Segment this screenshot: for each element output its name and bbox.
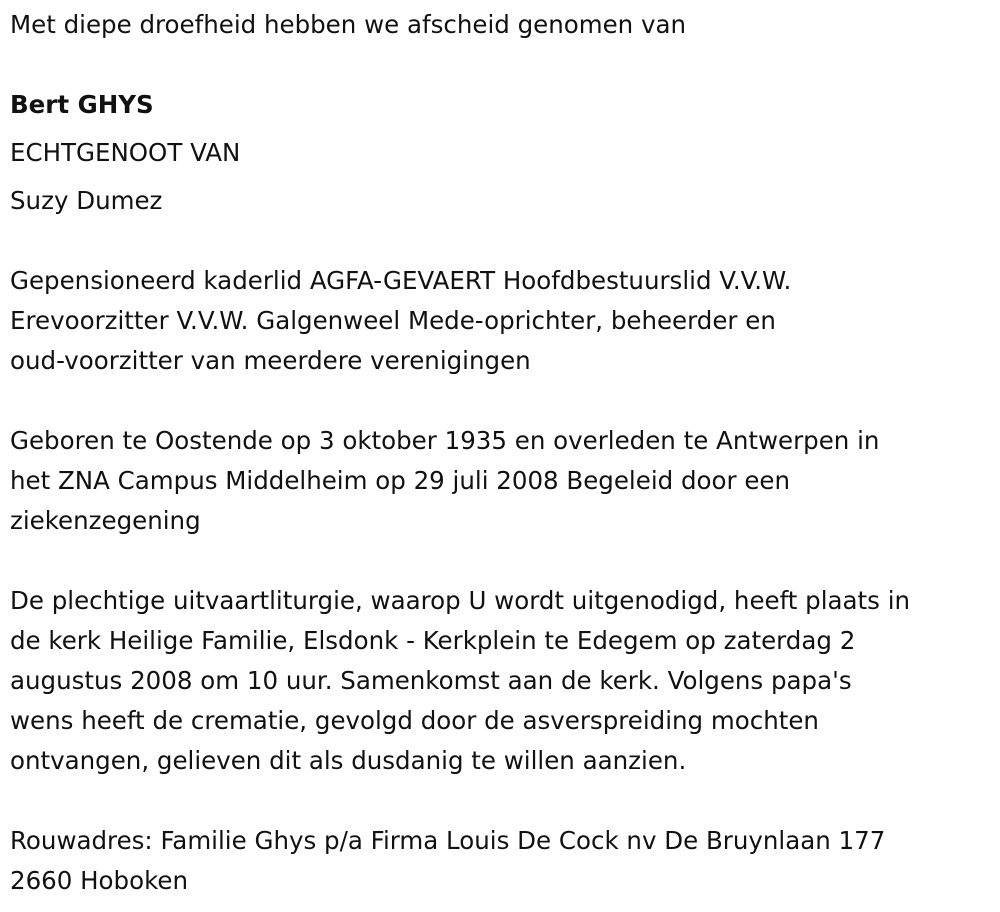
spacer — [10, 221, 985, 261]
funeral-paragraph — [10, 581, 985, 781]
funeral-line: augustus 2008 om 10 uur. Samenkomst aan de kerk. Volgens papa's — [10, 666, 852, 695]
funeral-line: de kerk Heilige Familie, Elsdonk - Kerkplein te Edegem op zaterdag 2 — [10, 626, 856, 655]
spacer — [10, 781, 985, 821]
funeral-line: wens heeft de crematie, gevolgd door de asverspreiding mochten — [10, 706, 819, 735]
funeral-line: De plechtige uitvaartliturgie, waarop U wordt uitgenodigd, heeft plaats in — [10, 586, 911, 615]
funeral-line: ontvangen, gelieven dit als dusdanig te willen aanzien. — [10, 746, 687, 775]
address-line: Rouwadres: Familie Ghys p/a Firma Louis De Cock nv De Bruynlaan 177 — [10, 826, 886, 855]
intro-text: Met diepe droefheid hebben we afscheid genomen van — [10, 10, 687, 39]
birth-death-line: het ZNA Campus Middelheim op 29 juli 2008 Begeleid door een — [10, 466, 791, 495]
career-line: Erevoorzitter V.V.W. Galgenweel Mede-oprichter, beheerder en — [10, 306, 776, 335]
career-line: oud-voorzitter van meerdere verenigingen — [10, 346, 531, 375]
birth-death-paragraph — [10, 421, 985, 541]
relation-label: ECHTGENOOT VAN — [10, 138, 241, 167]
career-line: Gepensioneerd kaderlid AGFA-GEVAERT Hoofdbestuurslid V.V.W. — [10, 266, 792, 295]
birth-death-line: Geboren te Oostende op 3 oktober 1935 en overleden te Antwerpen in — [10, 426, 880, 455]
spouse-name: Suzy Dumez — [10, 186, 163, 215]
birth-death-line: ziekenzegening — [10, 506, 201, 535]
career-paragraph — [10, 261, 985, 381]
obituary-notice — [10, 5, 985, 901]
deceased-name: Bert GHYS — [10, 90, 154, 119]
address-paragraph — [10, 821, 985, 901]
spacer — [10, 381, 985, 421]
address-line: 2660 Hoboken — [10, 866, 189, 895]
spacer — [10, 541, 985, 581]
